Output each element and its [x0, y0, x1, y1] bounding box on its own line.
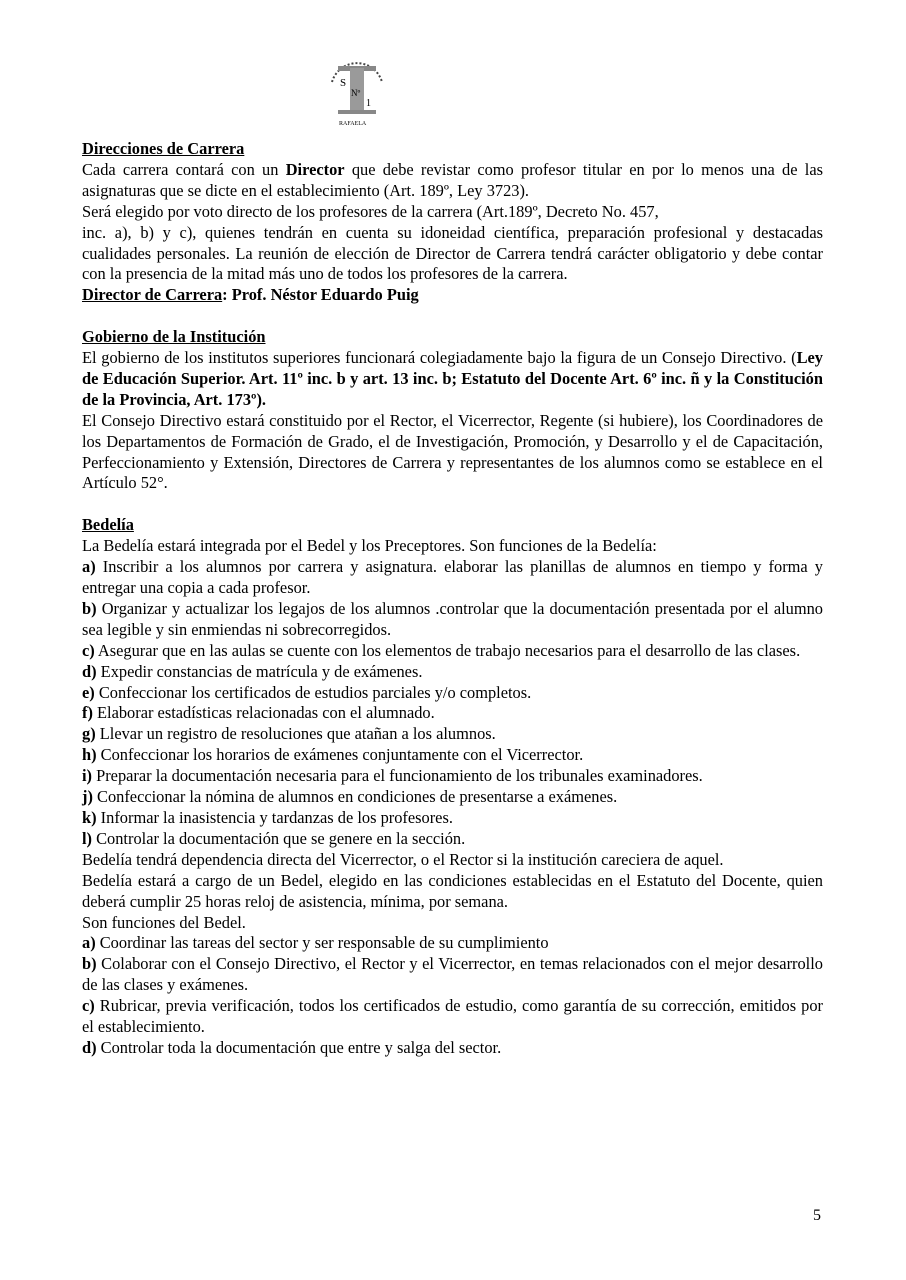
item-label: d): [82, 661, 97, 681]
item-label: k): [82, 807, 97, 827]
section-direcciones: [82, 139, 823, 306]
director-line: [82, 285, 823, 306]
list-item: [82, 808, 823, 829]
list-item: [82, 599, 823, 641]
paragraph: El Consejo Directivo estará constituido por el Rector, el Vicerrector, Regente (si hubiere), los Coordinadores de los Departamentos de Formación de Grado, el de Investigación, Promoción, y Desarrollo y el de Capacitación, Perfeccionamiento y Extensión, Directores de Carrera y representantes de los alumnos como se establece en el Artículo 52°.: [82, 410, 823, 493]
item-label: e): [82, 682, 95, 702]
text: Cada carrera contará con un: [82, 159, 286, 179]
paragraph: [82, 348, 823, 411]
item-label: a): [82, 933, 96, 953]
list-item: [82, 1038, 823, 1059]
item-text: Inscribir a los alumnos por carrera y asignatura. elaborar las planillas de alumnos en tiempo y forma y entregar una copia a cada profesor.: [82, 557, 823, 597]
item-label: j): [82, 787, 93, 807]
item-text: Colaborar con el Consejo Directivo, el Rector y el Vicerrector, en temas relacionados con el mejor desarrollo de las clases y exámenes.: [82, 954, 823, 995]
item-text: Elaborar estadísticas relacionadas con el alumnado.: [92, 703, 435, 723]
item-text: Asegurar que en las aulas se cuente con los elementos de trabajo necesarios para el desarrollo de las clases.: [94, 640, 801, 660]
item-label: f): [82, 703, 93, 723]
bedel-functions-list: [82, 933, 823, 1058]
item-text: Llevar un registro de resoluciones que atañan a los alumnos.: [95, 724, 496, 744]
item-text: Controlar toda la documentación que entre y salga del sector.: [96, 1037, 502, 1057]
paragraph: [82, 160, 823, 202]
item-text: Controlar la documentación que se genere en la sección.: [92, 828, 466, 848]
list-item: [82, 766, 823, 787]
logo-caption: RAFAELA: [339, 121, 367, 127]
section-heading: Gobierno de la Institución: [82, 327, 266, 347]
paragraph: Bedelía tendrá dependencia directa del Vicerrector, o el Rector si la institución careciera de aquel.: [82, 849, 724, 869]
section-heading: Bedelía: [82, 515, 134, 535]
list-item: [82, 745, 823, 766]
page-number: 5: [813, 1207, 821, 1224]
paragraph: Son funciones del Bedel.: [82, 912, 246, 932]
item-label: c): [82, 640, 95, 660]
document-body: [82, 139, 823, 1059]
section-heading: Direcciones de Carrera: [82, 139, 245, 158]
logo-number: Nº: [351, 88, 361, 98]
bold-text: Ley de Educación Superior. Art. 11º inc. b y art. 13 inc. b; Estatuto del Docente Art. 6º inc. ñ y la Constitución de la Provincia, Art. 173º).: [82, 348, 823, 409]
director-name: : Prof. Néstor Eduardo Puig: [222, 285, 419, 305]
section-gobierno: [82, 327, 823, 494]
list-item: [82, 641, 823, 662]
item-text: Confeccionar los certificados de estudios parciales y/o completos.: [94, 682, 532, 702]
list-item: [82, 703, 823, 724]
item-label: l): [82, 828, 93, 848]
logo-digit: 1: [366, 98, 371, 109]
text: que debe revistar como profesor titular en por lo menos una de las asignaturas que se dicte en el establecimiento (Art. 189º, Ley 3723).: [82, 159, 823, 200]
item-label: h): [82, 745, 97, 765]
item-label: d): [82, 1037, 97, 1057]
paragraph: La Bedelía estará integrada por el Bedel y los Preceptores. Son funciones de la Bedelía:: [82, 536, 657, 556]
logo-letter: S: [340, 77, 347, 89]
item-label: i): [82, 766, 93, 786]
text: El gobierno de los institutos superiores funcionará colegiadamente bajo la figura de un Consejo Directivo. (: [82, 348, 797, 368]
item-text: Confeccionar los horarios de exámenes conjuntamente con el Vicerrector.: [96, 745, 584, 765]
list-item: [82, 724, 823, 745]
item-label: g): [82, 724, 96, 744]
item-text: Coordinar las tareas del sector y ser responsable de su cumplimiento: [95, 933, 549, 953]
list-item: [82, 829, 823, 850]
bold-text: Director: [285, 159, 345, 179]
item-text: Preparar la documentación necesaria para el funcionamiento de los tribunales examinadores.: [92, 766, 703, 786]
institution-logo: [326, 54, 388, 128]
bedelia-functions-list: [82, 557, 823, 850]
item-text: Expedir constancias de matrícula y de exámenes.: [96, 661, 423, 681]
section-bedelia: [82, 515, 823, 1059]
list-item: [82, 996, 823, 1038]
item-text: Informar la inasistencia y tardanzas de los profesores.: [96, 807, 453, 827]
list-item: [82, 662, 823, 683]
item-label: b): [82, 598, 97, 618]
list-item: [82, 683, 823, 704]
paragraph: Bedelía estará a cargo de un Bedel, elegido en las condiciones establecidas en el Estatuto del Docente, quien deberá cumplir 25 horas reloj de asistencia, mínima, por semana.: [82, 870, 823, 911]
item-label: c): [82, 996, 95, 1016]
item-text: Rubricar, previa verificación, todos los certificados de estudio, como garantía de su corrección, emitidos por el establecimiento.: [82, 996, 823, 1037]
list-item: [82, 933, 823, 954]
item-label: a): [82, 557, 96, 577]
director-label: Director de Carrera: [82, 285, 223, 305]
item-text: Confeccionar la nómina de alumnos en condiciones de presentarse a exámenes.: [92, 787, 618, 807]
list-item: [82, 557, 823, 599]
paragraph: inc. a), b) y c), quienes tendrán en cuenta su idoneidad científica, preparación profesional y destacadas cualidades personales. La reunión de elección de Director de Carrera tendrá carácter obligatorio y debe contar con la presencia de la mitad más uno de todos los profesores de la carrera.: [82, 222, 823, 284]
list-item: [82, 954, 823, 996]
item-label: b): [82, 954, 97, 974]
list-item: [82, 787, 823, 808]
paragraph-line: Será elegido por voto directo de los profesores de la carrera (Art.189º, Decreto No. 457,: [82, 201, 659, 221]
item-text: Organizar y actualizar los legajos de los alumnos .controlar que la documentación presentada por el alumno sea legible y sin enmiendas ni sobrecorregidos.: [82, 598, 823, 639]
